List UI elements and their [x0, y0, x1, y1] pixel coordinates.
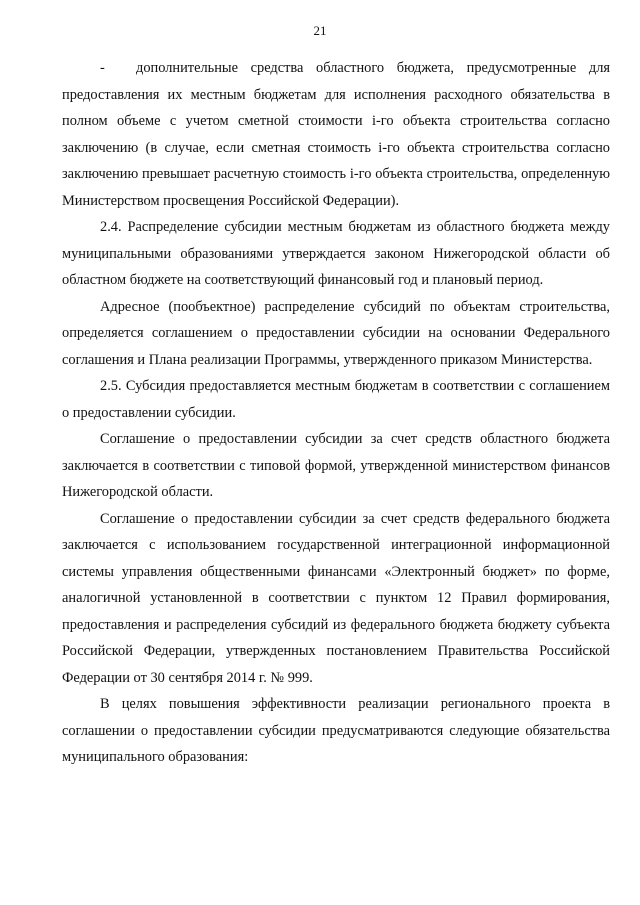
paragraph-federal-agreement: Соглашение о предоставлении субсидии за счет средств федерального бюджета заключается с использованием государственной интеграционной информационной системы управления общественными финансами «Электронный бюджет» по форме, аналогичной установленной в соответствии с пунктом 12 Правил формирования, предоставления и распределения субсидий из федерального бюджета бюджету субъекта Российской Федерации, утвержденных постановлением Правительства Российской Федерации от 30 сентября 2014 г. № 999. — [62, 510, 610, 686]
paragraph-text: дополнительные средства областного бюджета, предусмотренные для предоставления их местным бюджетам для исполнения расходного обязательства в полном объеме с учетом сметной стоимости i-го объекта строительства согласно заключению (в случае, если сметная стоимость i-го объекта строительства согласно заключению превышает расчетную стоимость i-го объекта строительства, определенную Министерством просвещения Российской Федерации). — [62, 60, 610, 209]
document-body — [62, 55, 610, 771]
paragraph-obligations: В целях повышения эффективности реализации регионального проекта в соглашении о предоставлении субсидии предусматриваются следующие обязательства муниципального образования: — [62, 696, 610, 765]
paragraph-regional-agreement: Соглашение о предоставлении субсидии за счет средств областного бюджета заключается в соответствии с типовой формой, утвержденной министерством финансов Нижегородской области. — [62, 431, 610, 500]
paragraph-2-4: 2.4. Распределение субсидии местным бюджетам из областного бюджета между муниципальными образованиями утверждается законом Нижегородской области об областном бюджете на соответствующий финансовый год и плановый период. — [62, 219, 610, 288]
paragraph-dash-item — [62, 55, 610, 214]
paragraph-2-5: 2.5. Субсидия предоставляется местным бюджетам в соответствии с соглашением о предоставлении субсидии. — [62, 378, 610, 421]
list-dash-marker: - — [100, 60, 105, 76]
page-number: 21 — [313, 23, 327, 38]
paragraph-address-distribution: Адресное (пообъектное) распределение субсидий по объектам строительства, определяется соглашением о предоставлении субсидии на основании Федерального соглашения и Плана реализации Программы, утвержденного приказом Министерства. — [62, 298, 610, 368]
